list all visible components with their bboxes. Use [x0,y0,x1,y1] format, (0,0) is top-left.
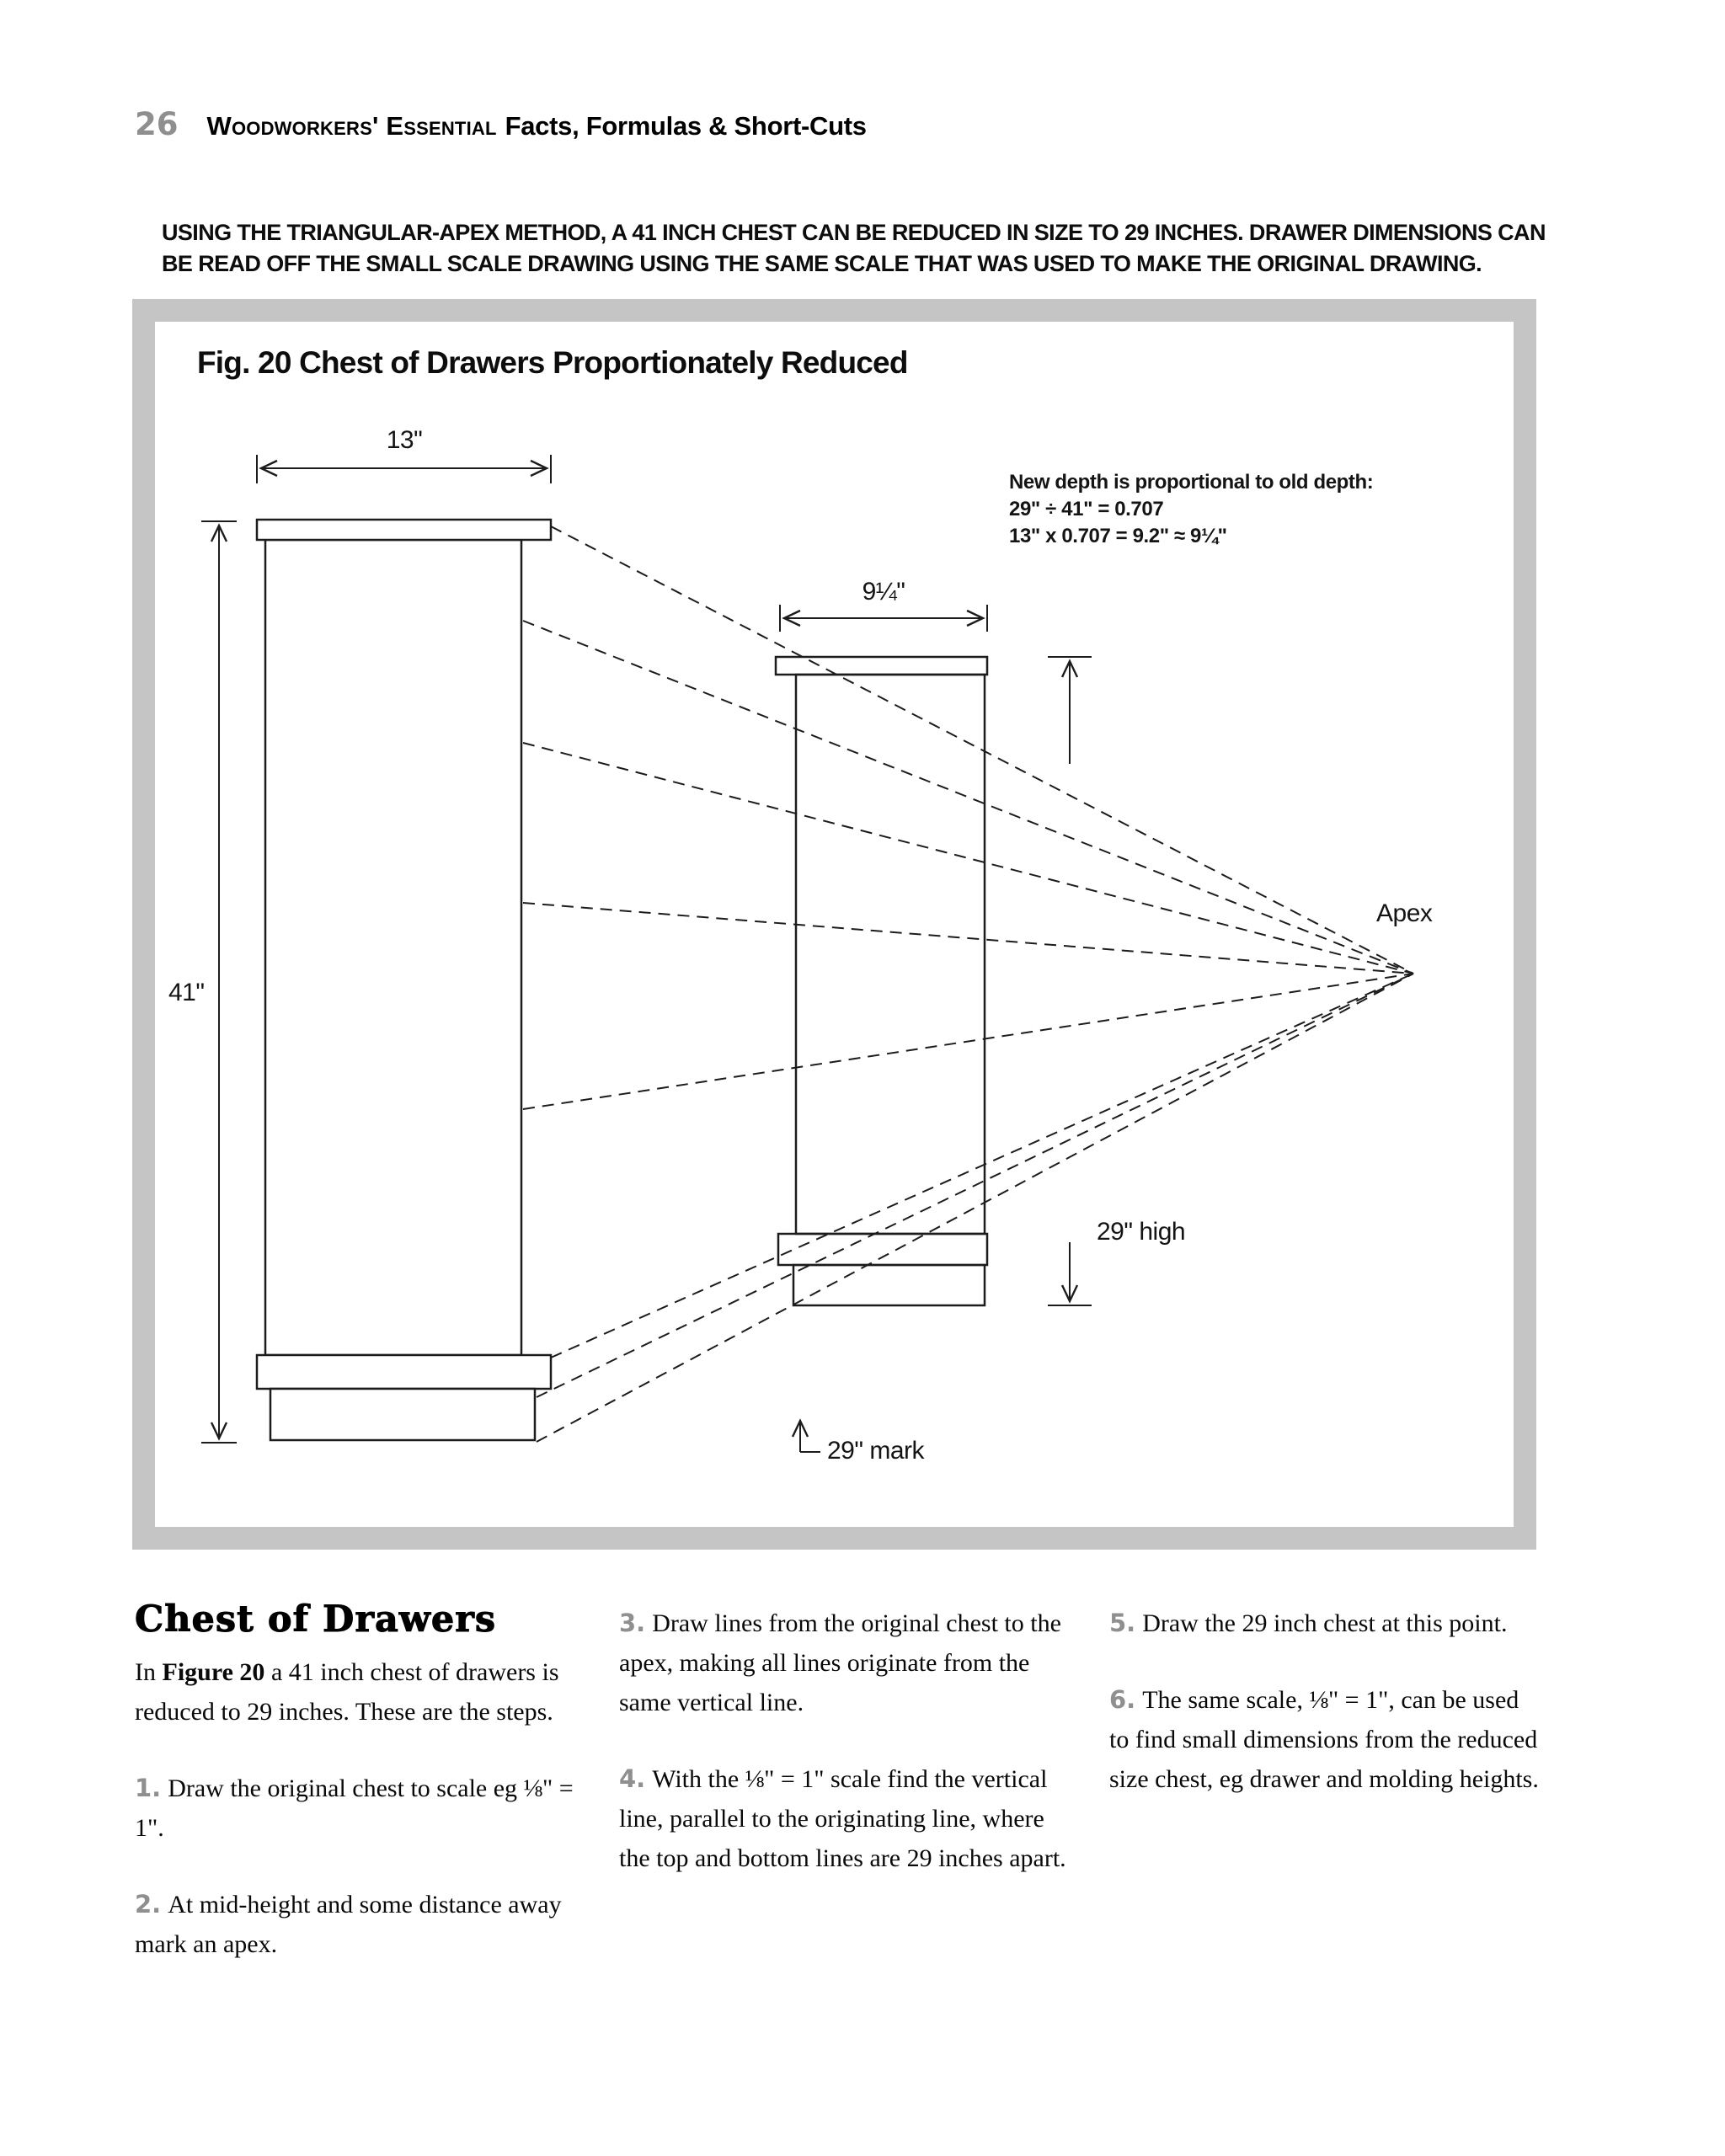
mark-pointer [800,1421,820,1452]
step-5-text: Draw the 29 inch chest at this point. [1142,1609,1508,1637]
page-header [135,106,867,142]
step-3 [619,1604,1067,1722]
dimension-height-small [1048,657,1092,1305]
step-6-number: 6. [1109,1685,1136,1714]
book-title [207,111,867,141]
column-1 [135,1598,577,1964]
step-5 [1109,1604,1543,1643]
depth-note-line2: 29" ÷ 41" = 0.707 [1009,498,1164,520]
step-1 [135,1769,577,1848]
article-intro [135,1652,577,1732]
step-6 [1109,1680,1543,1799]
depth-note-line3: 13" x 0.707 = 9.2" ≈ 9¼" [1009,525,1227,547]
article-columns [135,1598,1543,1964]
intro-pre: In [135,1658,163,1686]
mark-label: 29" mark [827,1437,925,1465]
intro-post: a 41 inch chest of drawers is reduced to 29 inches. These are the steps. [135,1658,559,1726]
large-chest-drawing [257,520,551,1440]
height-large-label: 41" [168,979,205,1006]
dimension-height-large [201,521,237,1443]
depth-note-line1: New depth is proportional to old depth: [1009,471,1374,494]
step-4-text: With the ⅛" = 1" scale find the vertical line, parallel to the originating line, where the top and bottom lines are 29 inches apart. [619,1765,1066,1872]
figure-title: Fig. 20 Chest of Drawers Proportionately Reduced [197,345,908,380]
step-3-text: Draw lines from the original chest to the apex, making all lines originate from the same vertical line. [619,1609,1061,1716]
width-small-label: 9¼" [862,578,905,606]
column-2 [619,1598,1067,1964]
depth-note [1009,471,1373,547]
book-title-bold: Facts, Formulas & Short-Cuts [505,111,867,141]
dimension-width-large [257,455,551,483]
figure-frame [132,299,1536,1550]
step-1-text: Draw the original chest to scale eg ⅛" = 1". [135,1774,574,1842]
page-number: 26 [135,106,179,142]
small-chest-drawing [776,657,987,1305]
dimension-width-small [780,605,987,632]
book-title-smallcaps: Woodworkers' Essential [206,111,497,141]
width-large-label: 13" [386,426,423,454]
step-4 [619,1759,1067,1878]
step-1-number: 1. [135,1774,162,1802]
column-3 [1109,1598,1543,1964]
step-2-text: At mid-height and some distance away mark an apex. [135,1891,562,1958]
step-3-number: 3. [619,1609,646,1637]
step-2-number: 2. [135,1890,162,1919]
step-4-number: 4. [619,1764,646,1793]
step-6-text: The same scale, ⅛" = 1", can be used to find small dimensions from the reduced size chest, eg drawer and molding heights. [1109,1686,1539,1793]
height-small-label: 29" high [1097,1218,1186,1246]
figure-caption: USING THE TRIANGULAR-APEX METHOD, A 41 INCH CHEST CAN BE REDUCED IN SIZE TO 29 INCHES. DRAWER DIMENSIONS CAN BE READ OFF THE SMALL SCALE DRAWING USING THE SAME SCALE THAT WAS USED TO MAKE THE ORIGINAL DRAWING. [162,220,1546,276]
intro-figure-ref: Figure 20 [162,1658,265,1686]
step-5-number: 5. [1109,1609,1136,1637]
figure-canvas [155,322,1514,1527]
apex-label: Apex [1376,899,1433,927]
article-heading: Chest of Drawers [135,1598,497,1641]
step-2 [135,1885,577,1964]
chest-reduction-diagram [155,322,1514,1527]
